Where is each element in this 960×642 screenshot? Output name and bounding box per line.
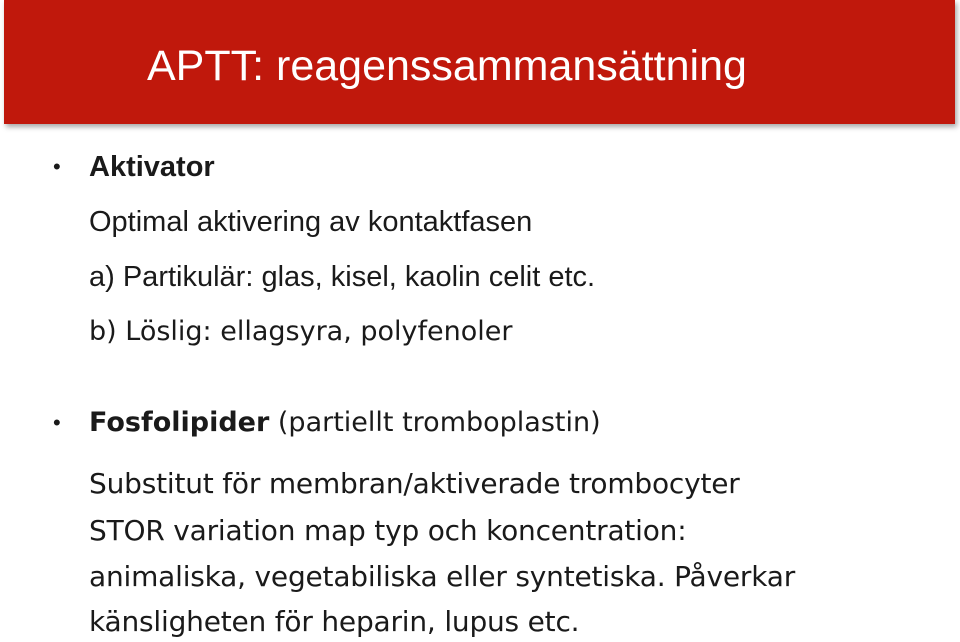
section-line: Optimal aktivering av kontaktfasen — [89, 206, 533, 238]
heading-suffix-text: (partiellt tromboplastin) — [269, 407, 601, 438]
section-line: Substitut för membran/aktiverade trombocyter — [89, 467, 740, 500]
slide-title: APTT: reagenssammansättning — [147, 42, 747, 90]
section-heading-fosfolipider — [89, 405, 601, 441]
title-bar — [4, 0, 955, 124]
section-line: a) Partikulär: glas, kisel, kaolin celit etc. — [89, 261, 596, 293]
bullet-icon: • — [53, 410, 61, 435]
section-line: animaliska, vegetabiliska eller syntetiska. Påverkar — [89, 560, 796, 593]
section-line: känsligheten för heparin, lupus etc. — [89, 605, 580, 638]
bullet-icon: • — [53, 154, 61, 179]
section-heading-aktivator: Aktivator — [89, 151, 215, 183]
section-line: STOR variation map typ och koncentration: — [89, 514, 687, 547]
section-line: b) Löslig: ellagsyra, polyfenoler — [89, 316, 513, 347]
heading-bold-text: Fosfolipider — [89, 407, 270, 438]
